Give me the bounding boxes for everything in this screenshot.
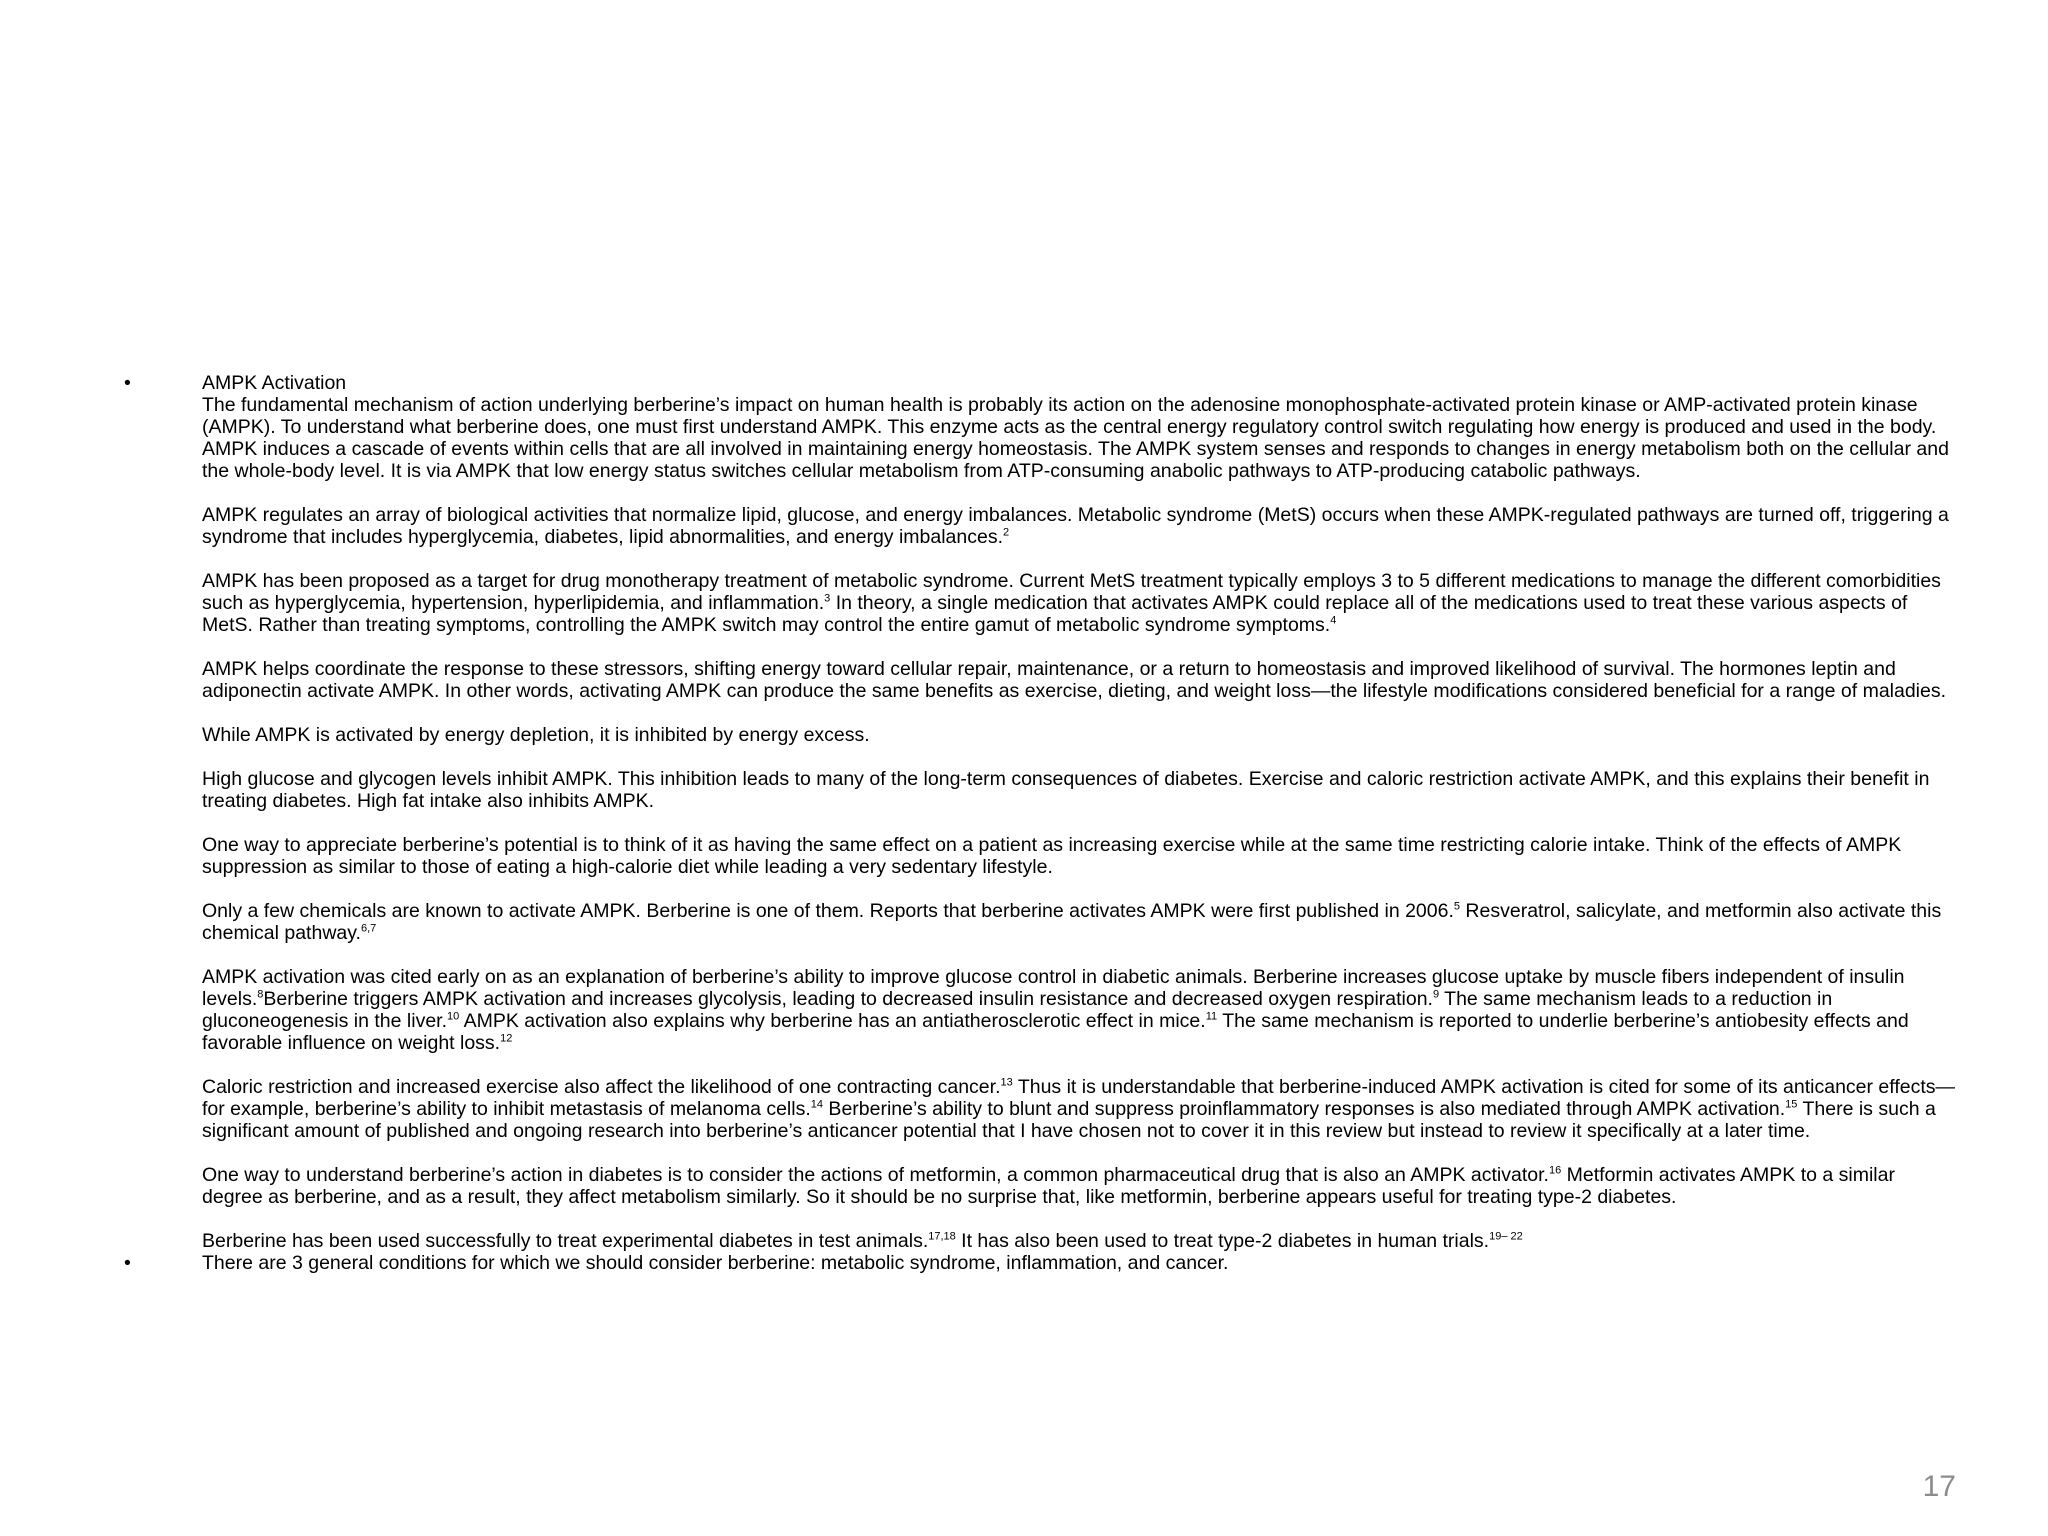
paragraph-text: Berberine’s ability to blunt and suppress proinflammatory responses is also mediated through AMPK activation. xyxy=(823,1098,1786,1120)
reference-marker: 4 xyxy=(1330,614,1337,627)
paragraph-text: Berberine has been used successfully to treat experimental diabetes in test animals. xyxy=(202,1230,929,1252)
bullet-icon: • xyxy=(124,1252,131,1274)
paragraph-activating-chemicals xyxy=(202,900,1960,944)
paragraph-energy-depletion xyxy=(202,724,1960,746)
reference-marker: 2 xyxy=(1003,526,1010,539)
paragraph-text: High glucose and glycogen levels inhibit AMPK. This inhibition leads to many of the long-term consequences of diabetes. Exercise and caloric restriction activate AMPK, and this explains their benefit in treating diabetes. High fat intake also inhibits AMPK. xyxy=(202,768,1930,812)
reference-marker: 13 xyxy=(1000,1076,1013,1089)
reference-marker: 10 xyxy=(447,1010,460,1023)
reference-marker: 16 xyxy=(1548,1164,1562,1177)
reference-marker: 15 xyxy=(1785,1098,1798,1111)
reference-marker: 12 xyxy=(500,1032,513,1045)
paragraph-ampk-regulation xyxy=(202,504,1960,548)
paragraph-text: One way to understand berberine’s action in diabetes is to consider the actions of metformin, a common pharmaceutical drug that is also an AMPK activator. xyxy=(202,1164,1549,1186)
paragraph-text: Resveratrol, salicylate, and metformin also activate this chemical pathway. xyxy=(202,900,1942,944)
paragraph-text: It has also been used to treat type-2 diabetes in human trials. xyxy=(955,1230,1490,1252)
reference-marker: 19– 22 xyxy=(1489,1230,1523,1243)
bullet-item-ampk-activation xyxy=(120,372,1960,1252)
paragraph-glucose-inhibition xyxy=(202,768,1960,812)
paragraph-text: AMPK activation was cited early on as an explanation of berberine’s ability to improve glucose control in diabetic animals. Berberine increases glucose uptake by muscle fibers independent of insulin levels. xyxy=(202,966,1905,1010)
paragraph-text: AMPK activation also explains why berberine has an antiatherosclerotic effect in mice. xyxy=(459,1010,1206,1032)
reference-marker: 11 xyxy=(1205,1010,1218,1023)
paragraph-text: Only a few chemicals are known to activate AMPK. Berberine is one of them. Reports that berberine activates AMPK were first published in 2006. xyxy=(202,900,1454,922)
reference-marker: 5 xyxy=(1453,900,1461,913)
bullet-item-conditions xyxy=(120,1252,1960,1274)
paragraph-stress-response xyxy=(202,658,1960,702)
paragraph-exercise-analogy xyxy=(202,834,1960,878)
bullet-icon: • xyxy=(124,372,131,394)
paragraph-glucose-control xyxy=(202,966,1960,1054)
paragraph-text: Caloric restriction and increased exercise also affect the likelihood of one contracting cancer. xyxy=(202,1076,1001,1098)
paragraph-diabetes-trials xyxy=(202,1230,1960,1252)
paragraph-text: One way to appreciate berberine’s potential is to think of it as having the same effect on a patient as increasing exercise while at the same time restricting calorie intake. Think of the effects of AMPK suppression as similar to those of eating a high-calorie diet while leading a very sedentary lifestyle. xyxy=(202,834,1902,878)
paragraph-text: AMPK helps coordinate the response to these stressors, shifting energy toward cellular repair, maintenance, or a return to homeostasis and improved likelihood of survival. The hormones leptin and adiponectin activate AMPK. In other words, activating AMPK can produce the same benefits as exercise, dieting, and weight loss—the lifestyle modifications considered beneficial for a range of maladies. xyxy=(202,658,1947,702)
paragraph-cancer xyxy=(202,1076,1960,1142)
paragraph-conditions: There are 3 general conditions for which we should consider berberine: metabolic syndrome, inflammation, and cancer. xyxy=(202,1252,1229,1274)
paragraph-text: AMPK has been proposed as a target for drug monotherapy treatment of metabolic syndrome. Current MetS treatment typically employs 3 to 5 different medications to manage the different comorbidities such as hyperglycemia, hypertension, hyperlipidemia, and inflammation. xyxy=(202,570,1941,614)
reference-marker: 3 xyxy=(824,592,831,605)
paragraph-text: AMPK regulates an array of biological activities that normalize lipid, glucose, and energy imbalances. Metabolic syndrome (MetS) occurs when these AMPK-regulated pathways are turned off, triggering a syndrome that includes hyperglycemia, diabetes, lipid abnormalities, and energy imbalances. xyxy=(202,504,1949,548)
paragraph-text: There is such a significant amount of published and ongoing research into berberine’s anticancer potential that I have chosen not to cover it in this review but instead to review it specifically at a later time. xyxy=(202,1098,1936,1142)
notes-content xyxy=(120,372,1960,1274)
reference-marker: 9 xyxy=(1432,988,1440,1001)
reference-marker: 8 xyxy=(257,988,264,1001)
paragraph-text: Metformin activates AMPK to a similar degree as berberine, and as a result, they affect metabolism similarly. So it should be no surprise that, like metformin, berberine appears useful for treating type-2 diabetes. xyxy=(202,1164,1895,1208)
reference-marker: 14 xyxy=(810,1098,824,1111)
paragraph-text: The fundamental mechanism of action underlying berberine’s impact on human health is probably its action on the adenosine monophosphate-activated protein kinase or AMP-activated protein kinase (AMPK). To understand what berberine does, one must first understand AMPK. This enzyme acts as the central energy regulatory control switch regulating how energy is produced and used in the body. AMPK induces a cascade of events within cells that are all involved in maintaining energy homeostasis. The AMPK system senses and responds to changes in energy metabolism both on the cellular and the whole-body level. It is via AMPK that low energy status switches cellular metabolism from ATP-consuming anabolic pathways to ATP-producing catabolic pathways. xyxy=(202,394,1949,482)
paragraph-text: The same mechanism is reported to underlie berberine’s antiobesity effects and favorable influence on weight loss. xyxy=(202,1010,1909,1054)
paragraph-text: In theory, a single medication that activates AMPK could replace all of the medications used to treat these various aspects of MetS. Rather than treating symptoms, controlling the AMPK switch may control the entire gamut of metabolic syndrome symptoms. xyxy=(202,592,1908,636)
page-number: 17 xyxy=(1922,1470,1956,1503)
paragraph-drug-target xyxy=(202,570,1960,636)
section-title: AMPK Activation xyxy=(202,372,347,394)
paragraph-text: Berberine triggers AMPK activation and increases glycolysis, leading to decreased insulin resistance and decreased oxygen respiration. xyxy=(263,988,1433,1010)
paragraph-metformin xyxy=(202,1164,1960,1208)
paragraph-text: Thus it is understandable that berberine-induced AMPK activation is cited for some of its anticancer effects—for example, berberine’s ability to inhibit metastasis of melanoma cells. xyxy=(202,1076,1956,1120)
paragraph-text: While AMPK is activated by energy depletion, it is inhibited by energy excess. xyxy=(202,724,870,746)
reference-marker: 6,7 xyxy=(360,922,377,935)
paragraph-mechanism xyxy=(202,394,1960,482)
reference-marker: 17,18 xyxy=(928,1230,956,1243)
paragraph-text: The same mechanism leads to a reduction in gluconeogenesis in the liver. xyxy=(202,988,1833,1032)
